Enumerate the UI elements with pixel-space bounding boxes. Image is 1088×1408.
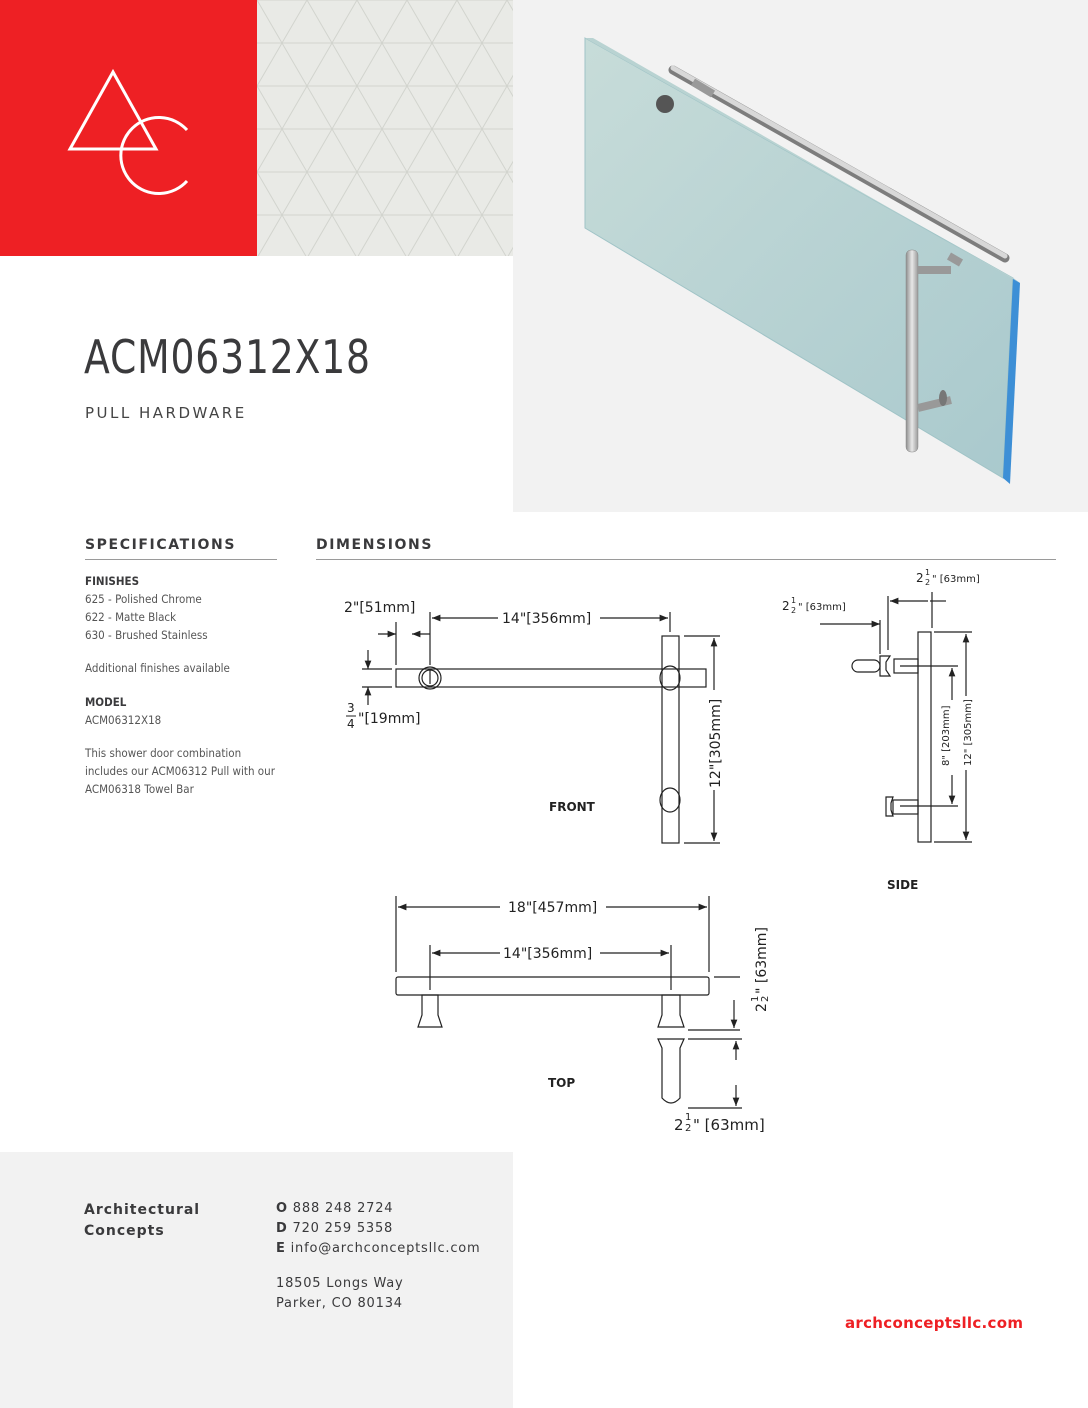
top-bottom-den: 2: [685, 1123, 692, 1134]
top-bottom-num: 1: [685, 1112, 692, 1123]
side-top-num: 1: [925, 568, 931, 577]
website-link[interactable]: archconceptsllc.com: [845, 1314, 1024, 1332]
description-line: This shower door combination: [85, 746, 242, 760]
side-left-num: 1: [791, 596, 797, 605]
office-prefix: O: [276, 1201, 288, 1216]
model-value: ACM06312X18: [85, 713, 162, 727]
company-name: [84, 1200, 200, 1242]
additional-finishes: Additional finishes available: [85, 661, 230, 675]
office-phone-line: [276, 1199, 481, 1219]
top-right-dim: " [63mm]: [754, 927, 770, 994]
model-label: MODEL: [85, 695, 127, 709]
finishes-label: FINISHES: [85, 574, 140, 588]
top-view-label: TOP: [548, 1076, 576, 1090]
front-dim-19mm: "[19mm]: [358, 711, 421, 727]
specifications-heading: SPECIFICATIONS: [85, 537, 237, 553]
side-top-den: 2: [925, 578, 931, 587]
contact-block: [276, 1199, 481, 1259]
email-line: [276, 1239, 481, 1259]
top-dim-14in: 14"[356mm]: [503, 946, 593, 962]
address-line: Parker, CO 80134: [276, 1296, 403, 1311]
footer-panel: [0, 1152, 513, 1408]
front-view-drawing: [362, 612, 720, 843]
finish-item: 625 - Polished Chrome: [85, 592, 202, 606]
front-dim-2in: 2"[51mm]: [344, 600, 416, 616]
top-dim-18in: 18"[457mm]: [508, 900, 598, 916]
address-line: 18505 Longs Way: [276, 1276, 404, 1291]
side-top-dim: " [63mm]: [932, 574, 980, 585]
side-dim-12in: 12" [305mm]: [963, 699, 974, 766]
direct-phone[interactable]: 720 259 5358: [292, 1221, 394, 1236]
product-category: PULL HARDWARE: [85, 404, 247, 422]
finish-item: 622 - Matte Black: [85, 610, 177, 624]
side-left-den: 2: [791, 606, 797, 615]
email-link[interactable]: info@archconceptsllc.com: [290, 1241, 481, 1256]
side-dim-8in: 8" [203mm]: [941, 705, 952, 766]
side-top-whole: 2: [916, 571, 924, 585]
dimensions-heading: DIMENSIONS: [316, 537, 434, 553]
front-dim-12in: 12"[305mm]: [708, 698, 724, 788]
product-title: ACM06312X18: [84, 330, 371, 384]
front-dim-14in: 14"[356mm]: [502, 611, 592, 627]
company-line: Architectural: [84, 1202, 201, 1218]
top-bottom-dim: " [63mm]: [693, 1116, 765, 1134]
top-bottom-whole: 2: [674, 1116, 684, 1134]
side-left-whole: 2: [782, 599, 790, 613]
direct-prefix: D: [276, 1221, 288, 1236]
finish-item: 630 - Brushed Stainless: [85, 628, 208, 642]
front-dim-frac-den: 4: [347, 717, 355, 731]
front-view-label: FRONT: [549, 800, 595, 814]
side-left-dim: " [63mm]: [798, 602, 846, 613]
description-line: ACM06318 Towel Bar: [85, 782, 194, 796]
front-dim-frac-num: 3: [347, 701, 355, 715]
side-view-label: SIDE: [887, 878, 919, 892]
address-block: [276, 1274, 404, 1314]
direct-phone-line: [276, 1219, 481, 1239]
office-phone[interactable]: 888 248 2724: [292, 1201, 394, 1216]
description-line: includes our ACM06312 Pull with our: [85, 764, 275, 778]
top-right-whole: 2: [754, 1003, 770, 1012]
email-prefix: E: [276, 1241, 286, 1256]
top-right-num: 1: [750, 995, 761, 1002]
top-right-den: 2: [760, 995, 771, 1002]
company-line: Concepts: [84, 1223, 165, 1239]
